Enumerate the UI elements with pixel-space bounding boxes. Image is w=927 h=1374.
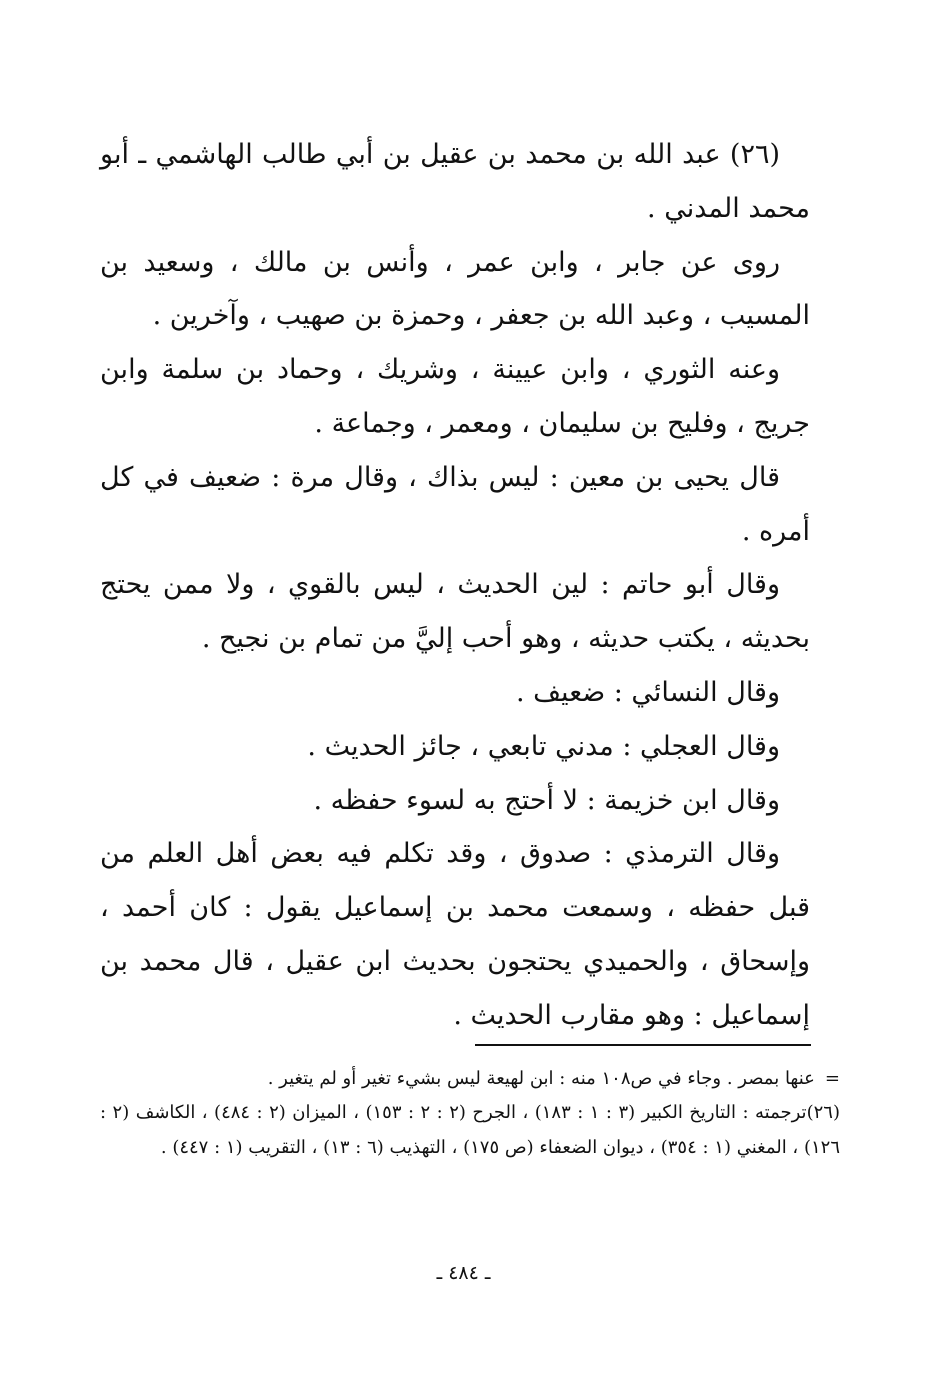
paragraph-tirmidhi: وقال الترمذي : صدوق ، وقد تكلم فيه بعض أهل العلم من قبل حفظه ، وسمعت محمد بن إسماعيل يقول : كان أحمد ، وإسحاق ، والحميدي يحتجون بحديث ابن عقيل ، قال محمد بن إسماعيل : وهو مقارب الحديث . [100, 838, 810, 1031]
paragraph-abu-hatim: وقال أبو حاتم : لين الحديث ، ليس بالقوي ، ولا ممن يحتج بحديثه ، يكتب حديثه ، وهو أحب إليَّ من تمام بن نجيح . [100, 569, 810, 655]
paragraph-ibn-maeen: قال يحيى بن معين : ليس بذاك ، وقال مرة : ضعيف في كل أمره . [100, 461, 810, 547]
continuation-text: عنها بمصر . وجاء في ص١٠٨ منه : ابن لهيعة ليس بشيء تغير أو لم يتغير . [267, 1068, 815, 1089]
paragraph-nasai: وقال النسائي : ضعيف . [515, 676, 780, 708]
page-number: ـ ٤٨٤ ـ [436, 1262, 491, 1284]
paragraph-narrators-from-him: وعنه الثوري ، وابن عيينة ، وشريك ، وحماد بن سلمة وابن جريج ، وفليح بن سليمان ، ومعمر ، وجماعة . [100, 354, 810, 439]
entry-body [100, 128, 810, 1043]
paragraph-ijli: وقال العجلي : مدني تابعي ، جائز الحديث . [307, 730, 780, 762]
footnotes [100, 1062, 840, 1165]
footnote-continuation [100, 1062, 840, 1096]
paragraph-narrated-from: روى عن جابر ، وابن عمر ، وأنس بن مالك ، وسعيد بن المسيب ، وعبد الله بن جعفر ، وحمزة بن صهيب ، وآخرين . [100, 246, 810, 332]
continuation-mark: = [824, 1068, 840, 1089]
footnote-divider [475, 1044, 811, 1046]
entry-heading: (٢٦) عبد الله بن محمد بن عقيل بن أبي طالب الهاشمي ـ أبو محمد المدني . [100, 139, 810, 224]
paragraph-ibn-khuzaymah: وقال ابن خزيمة : لا أحتج به لسوء حفظه . [313, 784, 780, 816]
footnote-26: (٢٦)ترجمته : التاريخ الكبير (٣ : ١ : ١٨٣) ، الجرح (٢ : ٢ : ١٥٣) ، الميزان (٢ : ٤٨٤) ، الكاشف (٢ : ١٢٦) ، المغني (١ : ٣٥٤) ، ديوان الضعفاء (ص ١٧٥) ، التهذيب (٦ : ١٣) ، التقريب (١ : ٤٤٧) . [100, 1102, 840, 1158]
